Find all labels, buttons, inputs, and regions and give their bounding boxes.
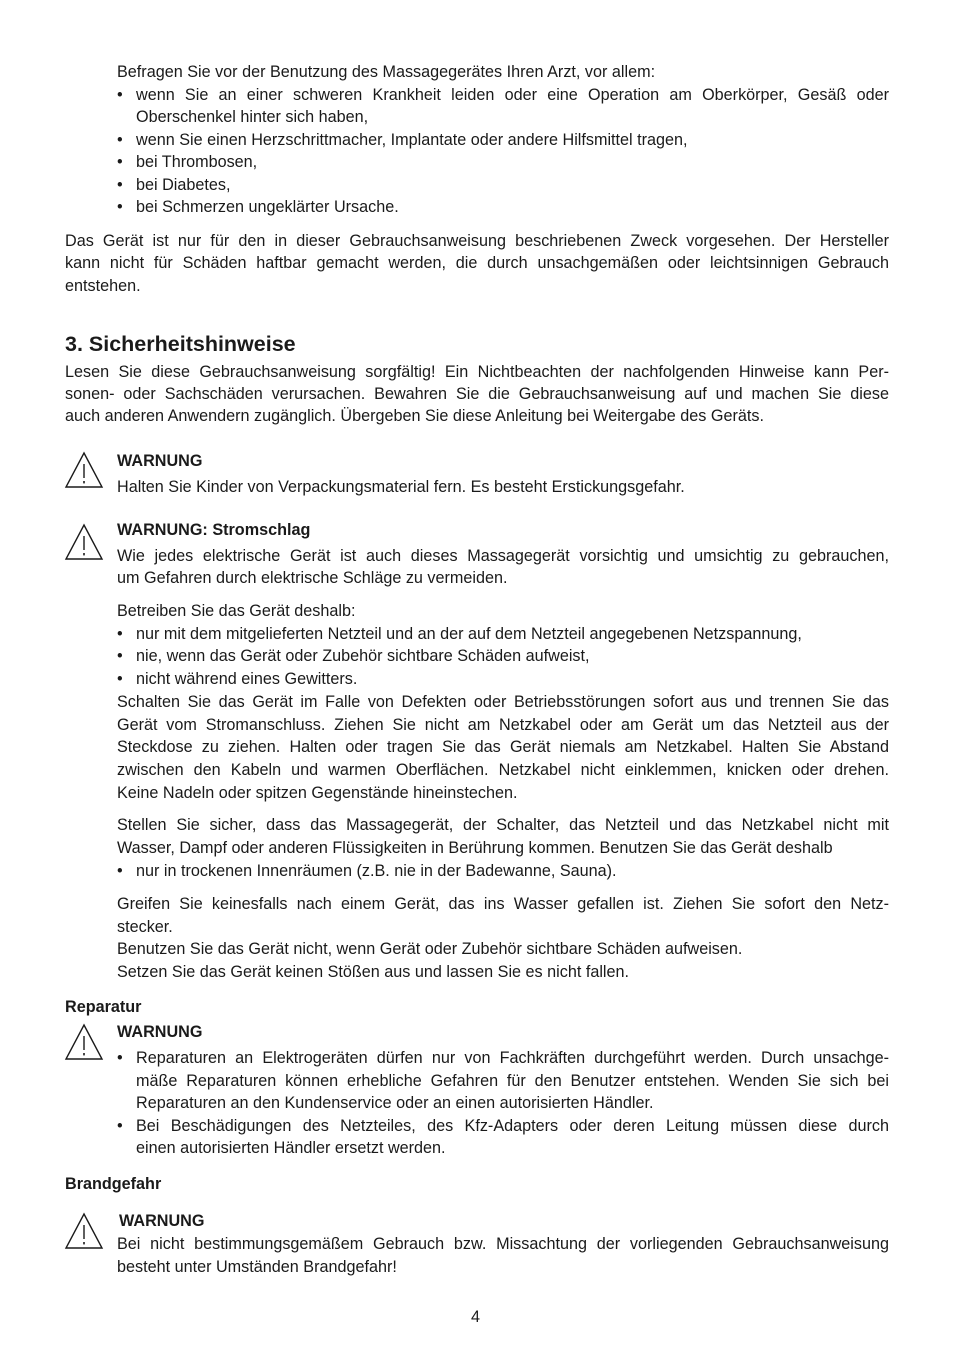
intro-lead: Befragen Sie vor der Benutzung des Massagegerätes Ihren Arzt, vor allem: bbox=[117, 63, 656, 81]
purpose-line-2: kann nicht für Schäden haftbar gemacht werden, die durch unsachgemäßen oder leichtsinnigen Gebrauch bbox=[65, 254, 889, 272]
intro-bullet-5: bei Schmerzen ungeklärter Ursache. bbox=[136, 198, 399, 216]
purpose-line-1: Das Gerät ist nur für den in dieser Gebrauchsanweisung beschriebenen Zweck vorgesehen. Der Hersteller bbox=[65, 232, 889, 250]
warning-triangle-icon bbox=[64, 1212, 104, 1250]
page-number: 4 bbox=[471, 1308, 481, 1326]
intro-bullet-4: bei Diabetes, bbox=[136, 176, 231, 194]
fallen-line-2: stecker. bbox=[117, 918, 173, 936]
defect-line-1: Schalten Sie das Gerät im Falle von Defekten oder Betriebsstörungen sofort aus und trennen Sie das bbox=[117, 693, 889, 711]
bullet-icon: • bbox=[117, 1049, 123, 1067]
bullet-icon: • bbox=[117, 198, 123, 216]
warning-title: WARNUNG bbox=[117, 1023, 203, 1041]
bullet-icon: • bbox=[117, 153, 123, 171]
section-heading: 3. Sicherheitshinweise bbox=[65, 332, 296, 356]
operate-lead: Betreiben Sie das Gerät deshalb: bbox=[117, 602, 356, 620]
operate-bullet-1: nur mit dem mitgelieferten Netzteil und an der auf dem Netzteil angegebenen Netzspannung, bbox=[136, 625, 802, 643]
defect-line-3: Steckdose zu ziehen. Halten oder tragen Sie das Gerät niemals am Netzkabel. Halten Sie Abstand bbox=[117, 738, 889, 756]
bullet-icon: • bbox=[117, 670, 123, 688]
defect-line-5: Keine Nadeln oder spitzen Gegenstände hineinstechen. bbox=[117, 784, 518, 802]
fire-text-line-2: besteht unter Umständen Brandgefahr! bbox=[117, 1258, 397, 1276]
fallen-line-3: Benutzen Sie das Gerät nicht, wenn Gerät oder Zubehör sichtbare Schäden aufweisen. bbox=[117, 940, 743, 958]
water-bullet: nur in trockenen Innenräumen (z.B. nie in der Badewanne, Sauna). bbox=[136, 862, 617, 880]
fire-heading: Brandgefahr bbox=[65, 1175, 162, 1193]
repair-bullet-1-line-3: Reparaturen an den Kundenservice oder an einen autorisierten Händler. bbox=[136, 1094, 654, 1112]
warning-triangle-icon bbox=[64, 451, 104, 489]
warning-triangle-icon bbox=[64, 1023, 104, 1061]
warning-title: WARNUNG: Stromschlag bbox=[117, 521, 311, 539]
section-intro-line-2: sonen- oder Sachschäden verursachen. Bewahren Sie die Gebrauchsanweisung auf und machen Sie diese bbox=[65, 385, 889, 403]
warning-title: WARNUNG bbox=[119, 1212, 205, 1230]
water-line-2: Wasser, Dampf oder anderen Flüssigkeiten in Berührung kommen. Benutzen Sie das Gerät deshalb bbox=[117, 839, 833, 857]
warning-title: WARNUNG bbox=[117, 452, 203, 470]
repair-bullet-1-line-1: Reparaturen an Elektrogeräten dürfen nur von Fachkräften durchgeführt werden. Durch unsachge- bbox=[136, 1049, 889, 1067]
warning-triangle-icon bbox=[64, 523, 104, 561]
bullet-icon: • bbox=[117, 176, 123, 194]
operate-bullet-3: nicht während eines Gewitters. bbox=[136, 670, 358, 688]
repair-heading: Reparatur bbox=[65, 998, 142, 1016]
warning-text-line-1: Wie jedes elektrische Gerät ist auch dieses Massagegerät vorsichtig und umsichtig zu gebrauchen, bbox=[117, 547, 889, 565]
intro-bullet-1-line-1: wenn Sie an einer schweren Krankheit leiden oder eine Operation am Oberkörper, Gesäß oder bbox=[136, 86, 889, 104]
bullet-icon: • bbox=[117, 86, 123, 104]
fallen-line-1: Greifen Sie keinesfalls nach einem Gerät, das ins Wasser gefallen ist. Ziehen Sie sofort den Netz- bbox=[117, 895, 889, 913]
section-intro-line-1: Lesen Sie diese Gebrauchsanweisung sorgfältig! Ein Nichtbeachten der nachfolgenden Hinweise kann Per- bbox=[65, 363, 889, 381]
fallen-line-4: Setzen Sie das Gerät keinen Stößen aus und lassen Sie es nicht fallen. bbox=[117, 963, 630, 981]
operate-bullet-2: nie, wenn das Gerät oder Zubehör sichtbare Schäden aufweist, bbox=[136, 647, 590, 665]
bullet-icon: • bbox=[117, 131, 123, 149]
bullet-icon: • bbox=[117, 1117, 123, 1135]
water-line-1: Stellen Sie sicher, dass das Massagegerät, der Schalter, das Netzteil und das Netzkabel nicht mit bbox=[117, 816, 889, 834]
intro-bullet-1-line-2: Oberschenkel hinter sich haben, bbox=[136, 108, 369, 126]
warning-text: Halten Sie Kinder von Verpackungsmaterial fern. Es besteht Erstickungsgefahr. bbox=[117, 478, 685, 496]
defect-line-2: Gerät vom Stromanschluss. Ziehen Sie nicht am Netzkabel oder am Gerät um das Netzteil aus der bbox=[117, 716, 889, 734]
bullet-icon: • bbox=[117, 625, 123, 643]
intro-bullet-2: wenn Sie einen Herzschrittmacher, Implantate oder andere Hilfsmittel tragen, bbox=[136, 131, 688, 149]
bullet-icon: • bbox=[117, 647, 123, 665]
intro-bullet-3: bei Thrombosen, bbox=[136, 153, 258, 171]
fire-text-line-1: Bei nicht bestimmungsgemäßem Gebrauch bzw. Missachtung der vorliegenden Gebrauchsanweisung bbox=[117, 1235, 889, 1253]
repair-bullet-2-line-2: einen autorisierten Händler ersetzt werden. bbox=[136, 1139, 446, 1157]
repair-bullet-1-line-2: mäße Reparaturen können erhebliche Gefahren für den Benutzer entstehen. Wenden Sie sich bei bbox=[136, 1072, 889, 1090]
warning-text-line-2: um Gefahren durch elektrische Schläge zu vermeiden. bbox=[117, 569, 508, 587]
purpose-line-3: entstehen. bbox=[65, 277, 141, 295]
section-intro-line-3: auch anderen Anwendern zugänglich. Übergeben Sie diese Anleitung bei Weitergabe des Geräts. bbox=[65, 407, 764, 425]
defect-line-4: zwischen den Kabeln und warmen Oberflächen. Netzkabel nicht einklemmen, knicken oder drehen. bbox=[117, 761, 889, 779]
bullet-icon: • bbox=[117, 862, 123, 880]
repair-bullet-2-line-1: Bei Beschädigungen des Netzteiles, des Kfz-Adapters oder deren Leitung müssen diese durch bbox=[136, 1117, 889, 1135]
